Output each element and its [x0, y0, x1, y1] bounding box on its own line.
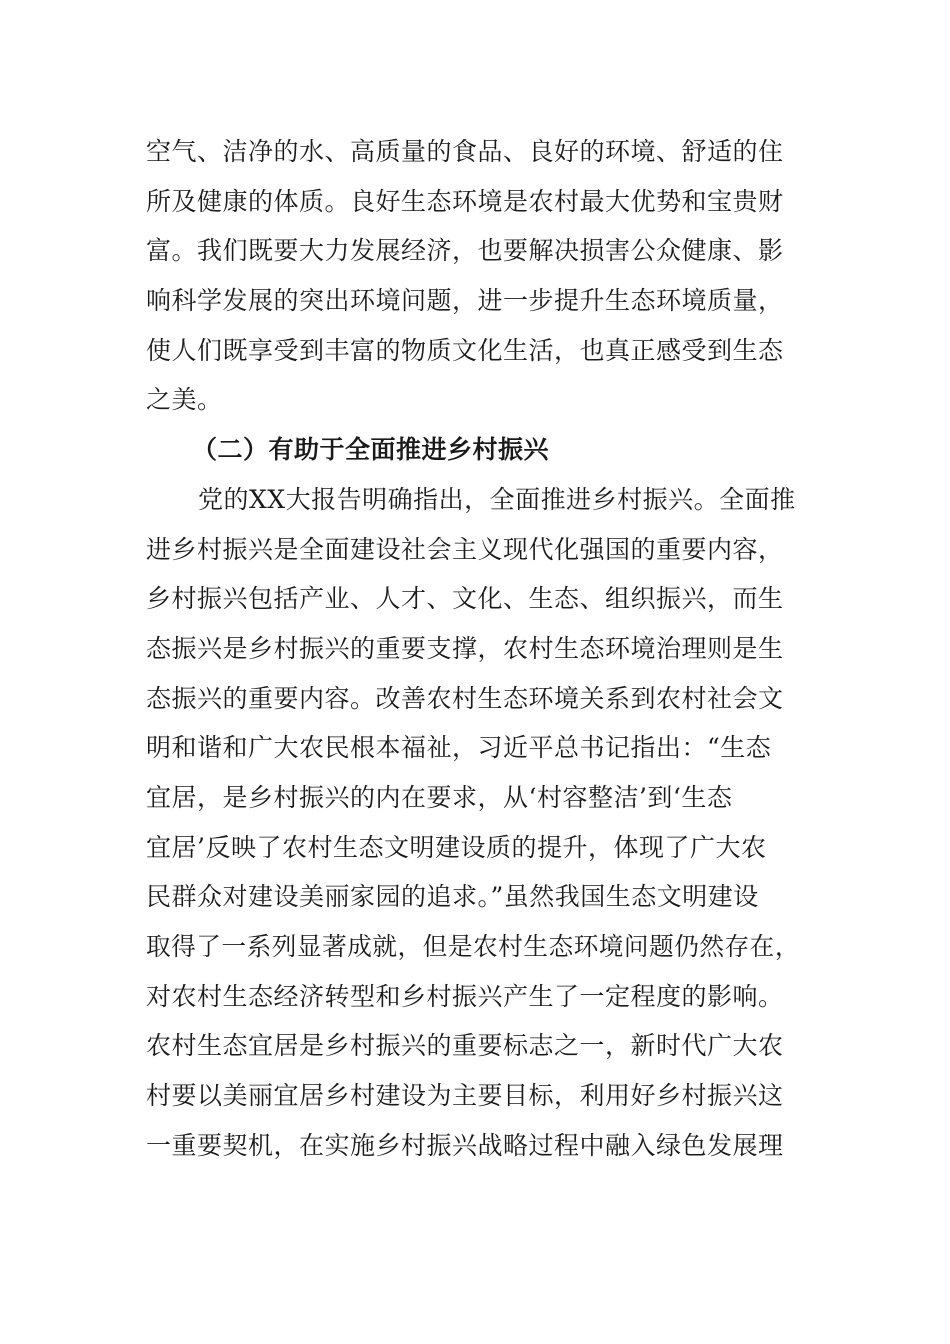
paragraph-1-line-3: 富。我们既要大力发展经济，也要解决损害公众健康、影 [146, 236, 784, 265]
paragraph-2-line-9: 民群众对建设美丽家园的追求。”虽然我国生态文明建设 [146, 882, 759, 911]
paragraph-1-line-1: 空气、洁净的水、高质量的食品、良好的环境、舒适的住 [146, 137, 784, 166]
paragraph-2-line-8: 宜居’反映了农村生态文明建设质的提升，体现了广大农 [146, 833, 767, 862]
paragraph-2-line-3: 乡村振兴包括产业、人才、文化、生态、组织振兴，而生 [146, 584, 784, 613]
paragraph-2-line-2: 进乡村振兴是全面建设社会主义现代化强国的重要内容， [146, 535, 784, 564]
paragraph-2-line-14: 一重要契机，在实施乡村振兴战略过程中融入绿色发展理 [146, 1131, 784, 1160]
paragraph-2-line-5: 态振兴的重要内容。改善农村生态环境关系到农村社会文 [146, 684, 784, 713]
paragraph-2-line-12: 农村生态宜居是乡村振兴的重要标志之一，新时代广大农 [146, 1031, 784, 1060]
paragraph-2-line-7: 宜居，是乡村振兴的内在要求，从‘村容整洁’到‘生态 [146, 783, 733, 812]
paragraph-2-line-13: 村要以美丽宜居乡村建设为主要目标，利用好乡村振兴这 [146, 1081, 784, 1110]
paragraph-1-line-4: 响科学发展的突出环境问题，进一步提升生态环境质量， [146, 286, 784, 315]
section-heading: （二）有助于全面推进乡村振兴 [192, 435, 550, 464]
paragraph-1-line-6: 之美。 [146, 385, 223, 414]
paragraph-1-line-2: 所及健康的体质。良好生态环境是农村最大优势和宝贵财 [146, 187, 784, 216]
paragraph-2-line-4: 态振兴是乡村振兴的重要支撑，农村生态环境治理则是生 [146, 634, 784, 663]
paragraph-2-line-6: 明和谐和广大农民根本福祉，习近平总书记指出：“生态 [146, 733, 772, 762]
paragraph-1-line-5: 使人们既享受到丰富的物质文化生活，也真正感受到生态 [146, 336, 784, 365]
paragraph-2-line-1: 党的XX大报告明确指出，全面推进乡村振兴。全面推 [198, 485, 796, 514]
paragraph-2-line-10: 取得了一系列显著成就，但是农村生态环境问题仍然存在， [146, 932, 800, 961]
paragraph-2-line-11: 对农村生态经济转型和乡村振兴产生了一定程度的影响。 [146, 982, 784, 1011]
